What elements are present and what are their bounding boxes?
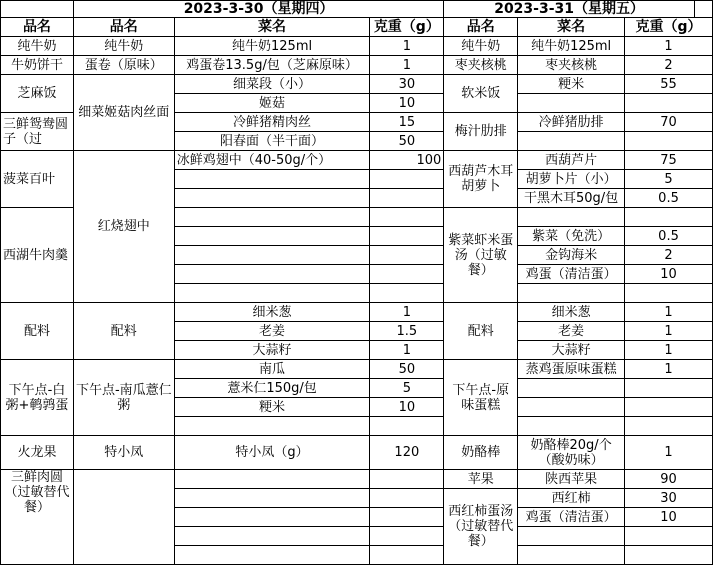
dish-cell: 软米饭	[444, 75, 518, 113]
ingredient-cell: 细米葱	[518, 303, 625, 322]
item-cell: 蛋卷（原味）	[73, 56, 174, 75]
ingredient-cell: 纯牛奶125ml	[518, 37, 625, 56]
dish-cell: 配料	[444, 303, 518, 360]
ingredient-cell: 鸡蛋（清洁蛋）	[518, 265, 625, 284]
dish-cell: 西葫芦木耳胡萝卜	[444, 151, 518, 208]
ingredient-cell: 粳米	[518, 75, 625, 94]
weight-cell	[370, 546, 444, 565]
ingredient-cell	[174, 227, 370, 246]
ingredient-cell: 薏米仁150g/包	[174, 379, 370, 398]
weight-cell	[625, 132, 713, 151]
weight-cell	[625, 284, 713, 303]
ingredient-cell	[174, 284, 370, 303]
weight-cell	[370, 246, 444, 265]
dish-cell: 枣夹核桃	[444, 56, 518, 75]
item-cell	[73, 470, 174, 565]
weight-cell: 30	[370, 75, 444, 94]
item-cell: 特小凤	[73, 436, 174, 470]
dish-cell: 三鲜肉圆（过敏替代餐）	[1, 470, 74, 565]
ingredient-cell	[174, 170, 370, 189]
col-caiming-left: 菜名	[174, 18, 370, 37]
item-cell: 红烧翅中	[73, 151, 174, 303]
col-pinming-left: 品名	[1, 18, 74, 37]
weight-cell: 1	[625, 322, 713, 341]
item-cell: 细菜姬菇肉丝面	[73, 75, 174, 151]
dish-cell: 苹果	[444, 470, 518, 489]
ingredient-cell: 鸡蛋卷13.5g/包（芝麻原味）	[174, 56, 370, 75]
ingredient-cell: 西葫芦片	[518, 151, 625, 170]
ingredient-cell	[174, 527, 370, 546]
weight-cell: 1	[625, 360, 713, 379]
weight-cell: 1	[370, 341, 444, 360]
weight-cell: 10	[625, 265, 713, 284]
ingredient-cell	[174, 546, 370, 565]
dish-cell: 菠菜百叶	[1, 151, 74, 208]
dish-cell: 火龙果	[1, 436, 74, 470]
ingredient-cell: 冷鲜猪肋排	[518, 113, 625, 132]
dish-cell: 紫菜虾米蛋汤（过敏餐）	[444, 208, 518, 303]
weight-cell: 90	[625, 470, 713, 489]
ingredient-cell	[518, 208, 625, 227]
weight-cell: 120	[370, 436, 444, 470]
ingredient-cell: 紫菜（免洗）	[518, 227, 625, 246]
ingredient-cell: 鸡蛋（清洁蛋）	[518, 508, 625, 527]
item-cell: 配料	[73, 303, 174, 360]
col-weight-right: 克重（g）	[625, 18, 713, 37]
ingredient-cell: 金钩海米	[518, 246, 625, 265]
ingredient-cell	[518, 132, 625, 151]
weight-cell	[370, 508, 444, 527]
dish-cell: 西湖牛肉羹	[1, 208, 74, 303]
col-caiming-right: 菜名	[518, 18, 625, 37]
ingredient-cell	[174, 246, 370, 265]
weight-cell: 100	[370, 151, 444, 170]
weight-cell: 15	[370, 113, 444, 132]
ingredient-cell	[518, 398, 625, 417]
ingredient-cell: 特小凤（g）	[174, 436, 370, 470]
ingredient-cell	[174, 489, 370, 508]
ingredient-cell: 细菜段（小）	[174, 75, 370, 94]
dish-cell: 下午点-白粥+鹌鹑蛋	[1, 360, 74, 436]
weight-cell	[370, 227, 444, 246]
weight-cell: 1	[625, 37, 713, 56]
ingredient-cell: 大蒜籽	[174, 341, 370, 360]
dish-cell: 纯牛奶	[1, 37, 74, 56]
ingredient-cell: 老姜	[174, 322, 370, 341]
weight-cell: 50	[370, 360, 444, 379]
weight-cell: 50	[370, 132, 444, 151]
right-date-header: 2023-3-31（星期五）	[444, 1, 695, 18]
weight-cell: 30	[625, 489, 713, 508]
weight-cell: 0.5	[625, 227, 713, 246]
ingredient-cell	[518, 417, 625, 436]
dish-cell: 下午点-原味蛋糕	[444, 360, 518, 436]
weight-cell: 2	[625, 246, 713, 265]
ingredient-cell: 奶酪棒20g/个（酸奶味）	[518, 436, 625, 470]
ingredient-cell	[518, 284, 625, 303]
ingredient-cell: 西红柿	[518, 489, 625, 508]
ingredient-cell: 大蒜籽	[518, 341, 625, 360]
weight-cell: 10	[370, 94, 444, 113]
weight-cell: 1	[625, 436, 713, 470]
weight-cell: 0.5	[625, 189, 713, 208]
weight-cell: 1	[370, 56, 444, 75]
weight-cell	[370, 265, 444, 284]
weight-cell: 1	[625, 303, 713, 322]
weight-cell	[370, 470, 444, 489]
ingredient-cell: 冰鲜鸡翅中（40-50g/个）	[174, 151, 370, 170]
weight-cell: 10	[370, 398, 444, 417]
ingredient-cell	[518, 546, 625, 565]
weight-cell	[370, 417, 444, 436]
ingredient-cell: 纯牛奶125ml	[174, 37, 370, 56]
dish-cell: 奶酪棒	[444, 436, 518, 470]
weight-cell	[625, 398, 713, 417]
ingredient-cell	[518, 527, 625, 546]
left-date-header: 2023-3-30（星期四）	[73, 1, 443, 18]
ingredient-cell	[518, 94, 625, 113]
ingredient-cell	[518, 379, 625, 398]
dish-cell: 梅汁肋排	[444, 113, 518, 151]
ingredient-cell: 胡萝卜片（小）	[518, 170, 625, 189]
weight-cell: 75	[625, 151, 713, 170]
ingredient-cell	[174, 508, 370, 527]
ingredient-cell	[174, 417, 370, 436]
ingredient-cell: 老姜	[518, 322, 625, 341]
blank-cell	[694, 1, 712, 18]
weight-cell: 2	[625, 56, 713, 75]
ingredient-cell: 蒸鸡蛋原味蛋糕	[518, 360, 625, 379]
weight-cell	[625, 417, 713, 436]
blank-cell	[1, 1, 74, 18]
ingredient-cell: 细米葱	[174, 303, 370, 322]
dish-cell: 配料	[1, 303, 74, 360]
weight-cell: 10	[625, 508, 713, 527]
ingredient-cell	[174, 208, 370, 227]
weight-cell	[370, 208, 444, 227]
ingredient-cell: 枣夹核桃	[518, 56, 625, 75]
ingredient-cell: 干黑木耳50g/包	[518, 189, 625, 208]
col-pinming-left-2: 品名	[73, 18, 174, 37]
weight-cell	[625, 379, 713, 398]
weight-cell: 70	[625, 113, 713, 132]
weight-cell: 5	[625, 170, 713, 189]
dish-cell: 牛奶饼干	[1, 56, 74, 75]
ingredient-cell: 姬菇	[174, 94, 370, 113]
weight-cell: 1.5	[370, 322, 444, 341]
item-cell: 纯牛奶	[73, 37, 174, 56]
weight-cell	[625, 546, 713, 565]
ingredient-cell: 陕西苹果	[518, 470, 625, 489]
weight-cell	[625, 527, 713, 546]
weight-cell	[370, 489, 444, 508]
dish-cell: 芝麻饭	[1, 75, 74, 113]
dish-cell: 纯牛奶	[444, 37, 518, 56]
ingredient-cell: 阳春面（半干面）	[174, 132, 370, 151]
weight-cell: 1	[625, 341, 713, 360]
weight-cell: 55	[625, 75, 713, 94]
weight-cell	[370, 189, 444, 208]
weight-cell: 1	[370, 303, 444, 322]
weight-cell	[625, 208, 713, 227]
item-cell: 下午点-南瓜薏仁粥	[73, 360, 174, 436]
col-pinming-right: 品名	[444, 18, 518, 37]
weight-cell: 5	[370, 379, 444, 398]
ingredient-cell	[174, 265, 370, 284]
ingredient-cell: 冷鲜猪精肉丝	[174, 113, 370, 132]
ingredient-cell: 粳米	[174, 398, 370, 417]
ingredient-cell: 南瓜	[174, 360, 370, 379]
ingredient-cell	[174, 470, 370, 489]
weight-cell	[370, 170, 444, 189]
weight-cell	[625, 94, 713, 113]
dish-cell: 西红柿蛋汤（过敏替代餐）	[444, 489, 518, 565]
weight-cell	[370, 527, 444, 546]
ingredient-cell	[174, 189, 370, 208]
col-weight-left: 克重（g）	[370, 18, 444, 37]
dish-cell: 三鲜鸳鸯圆子（过	[1, 113, 74, 151]
weight-cell	[370, 284, 444, 303]
weight-cell: 1	[370, 37, 444, 56]
